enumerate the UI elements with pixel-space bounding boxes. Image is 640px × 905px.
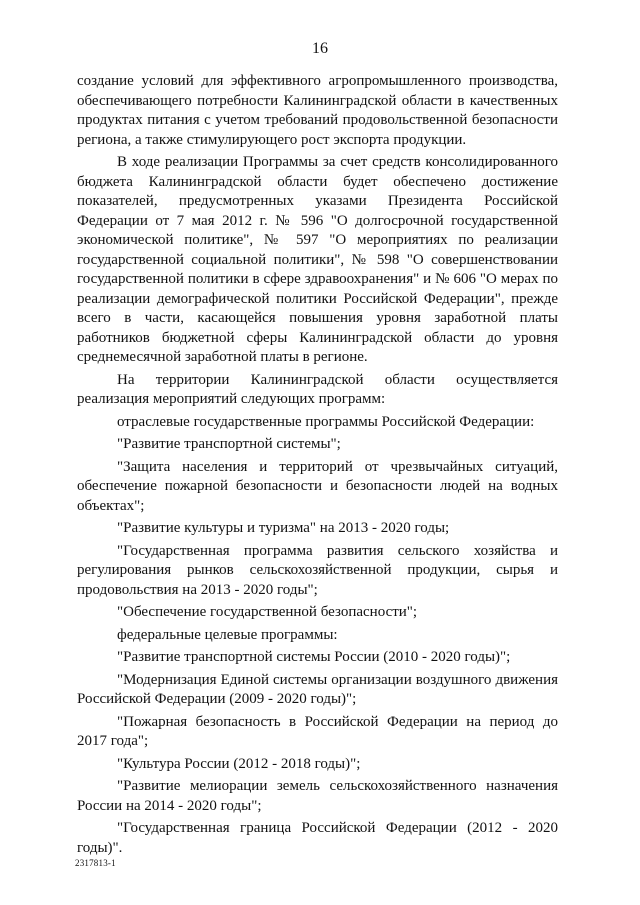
paragraph-1: создание условий для эффективного агропромышленного производства, обеспечивающего потребности Калининградской области в качественных продуктах питания с учетом требований продовольственной безопасности региона, а также стимулирующего рост экспорта продукции. <box>77 73 558 148</box>
paragraph-2: В ходе реализации Программы за счет средств консолидированного бюджета Калининградской области будет обеспечено достижение показателей, предусмотренных указами Президента Российской Федерации от 7 мая 2012 г. № 596 "О долгосрочной государственной экономической политике", № 597 "О мероприятиях по реализации государственной социальной политики", № 598 "О совершенствовании государственной политики в сфере здравоохранения" и № 606 "О мерах по реализации демографической политики Российской Федерации", прежде всего в части, касающейся повышения уровня заработной платы работников бюджетной сферы Калининградской области до уровня среднемесячной заработной платы в регионе. <box>77 154 558 365</box>
paragraph-10: федеральные целевые программы: <box>117 626 338 643</box>
paragraph-4: отраслевые государственные программы Российской Федерации: <box>117 413 535 430</box>
paragraph-3: На территории Калининградской области осуществляется реализация мероприятий следующих программ: <box>77 371 558 407</box>
page-number: 16 <box>312 40 328 57</box>
paragraph-15: "Развитие мелиорации земель сельскохозяйственного назначения России на 2014 - 2020 годы"; <box>77 778 558 814</box>
paragraph-16: "Государственная граница Российской Федерации (2012 - 2020 годы)". <box>77 820 558 856</box>
paragraph-6: "Защита населения и территорий от чрезвычайных ситуаций, обеспечение пожарной безопасности и безопасности людей на водных объектах"; <box>77 458 558 514</box>
paragraph-9: "Обеспечение государственной безопасности"; <box>117 604 418 620</box>
paragraph-7: "Развитие культуры и туризма" на 2013 - 2020 годы; <box>117 520 450 536</box>
paragraph-11: "Развитие транспортной системы России (2010 - 2020 годы)"; <box>117 649 511 665</box>
document-body <box>77 72 558 858</box>
paragraph-14: "Культура России (2012 - 2018 годы)"; <box>117 755 361 772</box>
paragraph-8: "Государственная программа развития сельского хозяйства и регулирования рынков сельскохозяйственной продукции, сырья и продовольствия на 2013 - 2020 годы"; <box>77 542 558 598</box>
paragraph-13: "Пожарная безопасность в Российской Федерации на период до 2017 года"; <box>77 713 558 749</box>
paragraph-5: "Развитие транспортной системы"; <box>117 436 341 452</box>
paragraph-12: "Модернизация Единой системы организации воздушного движения Российской Федерации (2009 - 2020 годы)"; <box>77 671 558 707</box>
document-code: 2317813-1 <box>75 858 116 868</box>
